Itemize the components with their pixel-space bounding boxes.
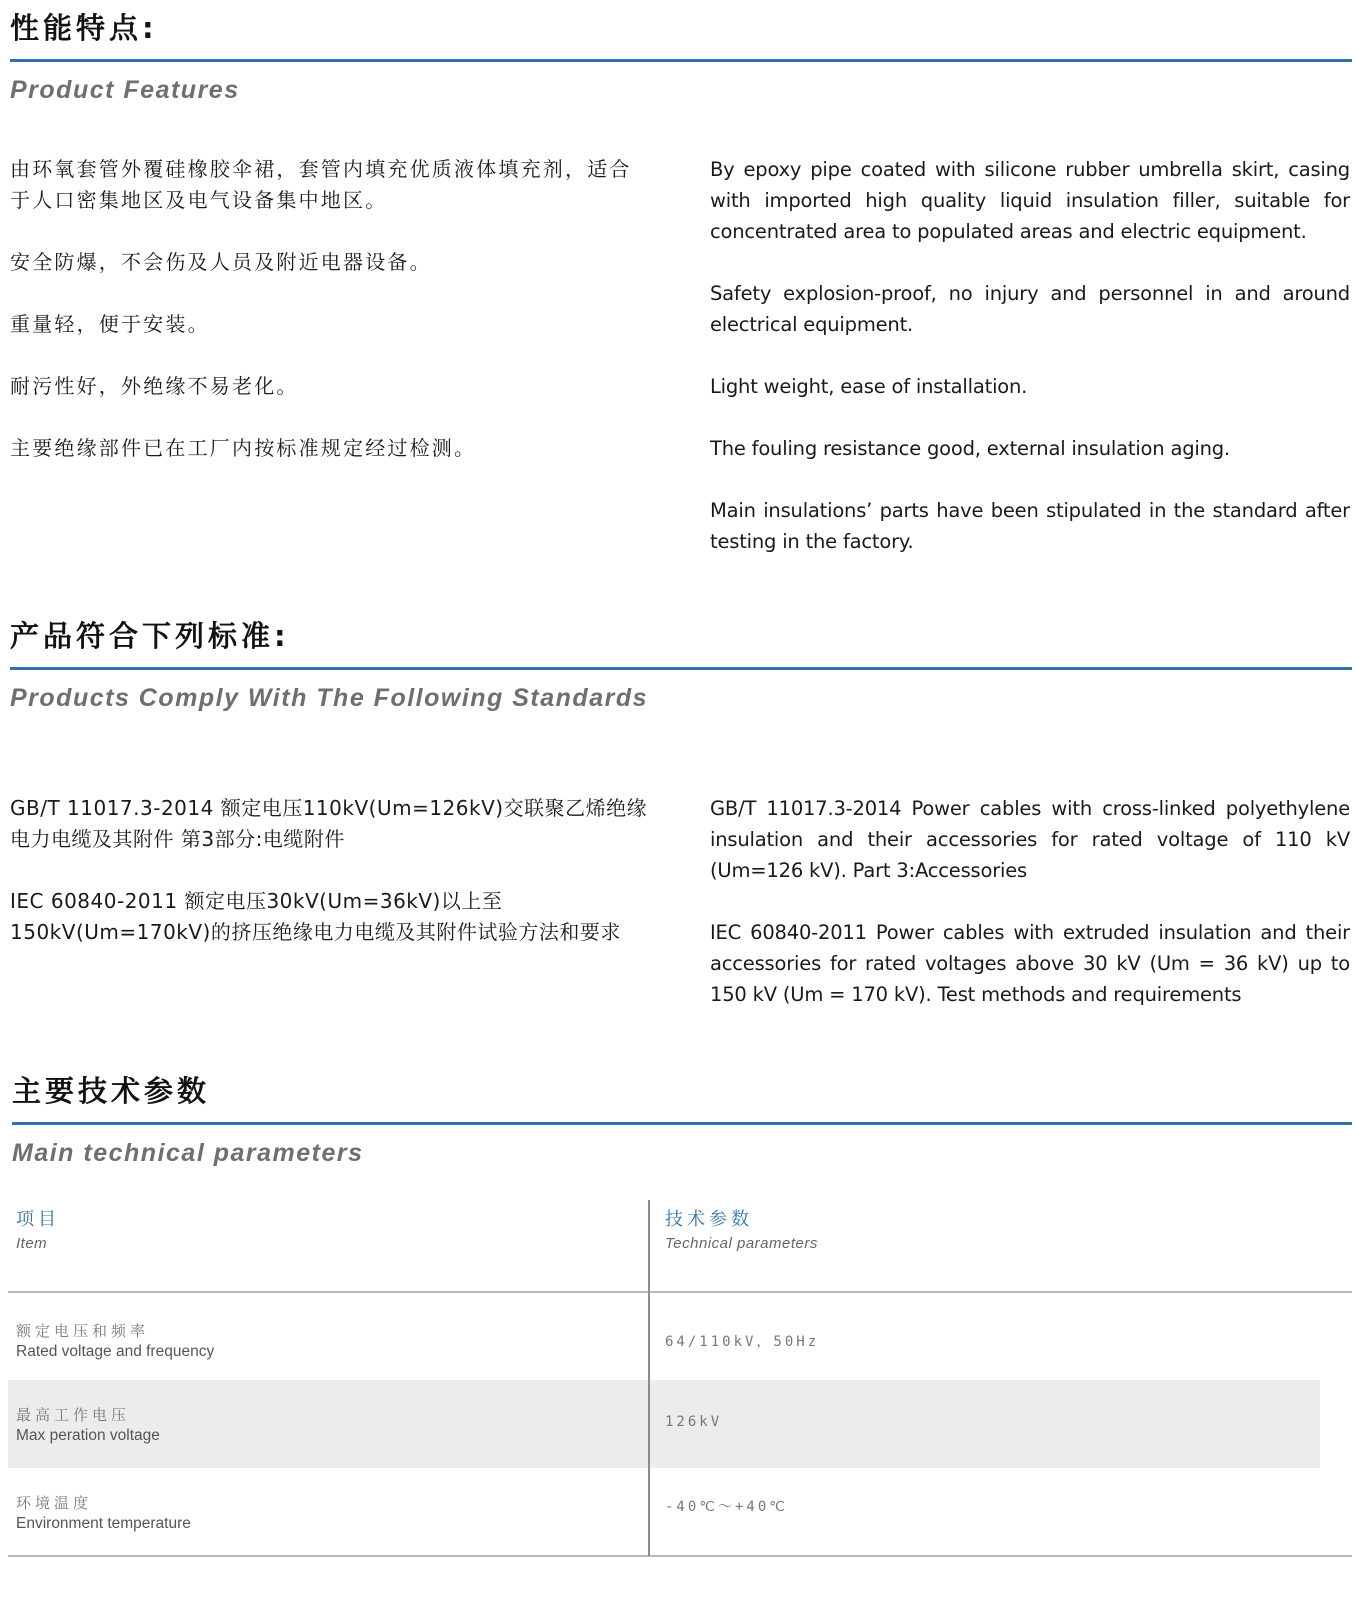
features-divider bbox=[10, 59, 1352, 62]
features-title-en: Product Features bbox=[10, 76, 240, 104]
params-title-en: Main technical parameters bbox=[12, 1139, 364, 1167]
table-column-divider bbox=[648, 1200, 650, 1556]
row-3-value: -40℃～+40℃ bbox=[665, 1499, 789, 1515]
params-title-cn: 主要技术参数 bbox=[12, 1074, 211, 1108]
row-2-item-cn: 最高工作电压 bbox=[16, 1406, 131, 1424]
header-item-cn: 项目 bbox=[16, 1209, 60, 1230]
feature-en-2: Safety explosion-proof, no injury and personnel in and around electrical equipment. bbox=[710, 282, 1350, 336]
table-header-divider bbox=[8, 1291, 1352, 1293]
table-row bbox=[16, 1493, 656, 1535]
table-bottom-divider bbox=[8, 1555, 1352, 1557]
feature-cn-4: 耐污性好，外绝缘不易老化。 bbox=[10, 374, 299, 398]
header-item-en: Item bbox=[16, 1235, 48, 1252]
feature-cn-2: 安全防爆，不会伤及人员及附近电器设备。 bbox=[10, 250, 432, 274]
row-1-value-cell bbox=[665, 1332, 1325, 1352]
row-1-item-cn: 额定电压和频率 bbox=[16, 1322, 150, 1340]
standards-divider bbox=[10, 667, 1352, 670]
standard-en-1: GB/T 11017.3-2014 Power cables with cross-linked polyethylene insulation and their accessories for rated voltage of 110 kV (Um=126 kV). Part 3:Accessories bbox=[710, 797, 1350, 882]
table-row bbox=[16, 1405, 656, 1447]
standards-title-en: Products Comply With The Following Standards bbox=[10, 684, 649, 712]
row-2-value-cell bbox=[665, 1412, 1325, 1432]
table-header-value bbox=[665, 1207, 1325, 1255]
row-2-item-en: Max peration voltage bbox=[16, 1427, 160, 1444]
table-row bbox=[16, 1321, 656, 1363]
standard-en-2: IEC 60840-2011 Power cables with extruded insulation and their accessories for rated voltages above 30 kV (Um = 36 kV) up to 150 kV (Um = 170 kV). Test methods and requirements bbox=[710, 921, 1350, 1006]
feature-cn-3: 重量轻，便于安装。 bbox=[10, 312, 210, 336]
standard-cn-1: GB/T 11017.3-2014 额定电压110kV(Um=126kV)交联聚乙烯绝缘电力电缆及其附件 第3部分:电缆附件 bbox=[10, 796, 648, 851]
standards-title-cn: 产品符合下列标准: bbox=[10, 619, 290, 653]
standard-cn-2: IEC 60840-2011 额定电压30kV(Um=36kV)以上至150kV(Um=170kV)的挤压绝缘电力电缆及其附件试验方法和要求 bbox=[10, 889, 621, 944]
params-divider bbox=[12, 1122, 1352, 1125]
features-en-column bbox=[710, 154, 1350, 588]
header-value-en: Technical parameters bbox=[665, 1235, 818, 1252]
standards-cn-column bbox=[10, 793, 650, 979]
feature-cn-1: 由环氧套管外覆硅橡胶伞裙，套管内填充优质液体填充剂，适合于人口密集地区及电气设备集中地区。 bbox=[10, 157, 632, 212]
header-value-cn: 技术参数 bbox=[665, 1209, 753, 1230]
row-3-item-cn: 环境温度 bbox=[16, 1494, 93, 1512]
features-title-cn: 性能特点: bbox=[10, 11, 158, 45]
row-1-value: 64/110kV，50Hz bbox=[665, 1334, 820, 1350]
row-1-item-en: Rated voltage and frequency bbox=[16, 1343, 215, 1360]
feature-en-1: By epoxy pipe coated with silicone rubber umbrella skirt, casing with imported high quality liquid insulation filler, suitable for concentrated area to populated areas and electric equipment. bbox=[710, 158, 1350, 243]
standards-en-column bbox=[710, 793, 1350, 1041]
features-cn-column bbox=[10, 154, 650, 495]
feature-en-3: Light weight, ease of installation. bbox=[710, 375, 1028, 398]
row-2-value: 126kV bbox=[665, 1414, 723, 1430]
row-3-value-cell bbox=[665, 1497, 1325, 1517]
feature-cn-5: 主要绝缘部件已在工厂内按标准规定经过检测。 bbox=[10, 436, 477, 460]
feature-en-4: The fouling resistance good, external insulation aging. bbox=[710, 437, 1230, 460]
table-header-item bbox=[16, 1207, 656, 1255]
row-3-item-en: Environment temperature bbox=[16, 1515, 191, 1532]
feature-en-5: Main insulations’ parts have been stipulated in the standard after testing in the factory. bbox=[710, 499, 1350, 553]
